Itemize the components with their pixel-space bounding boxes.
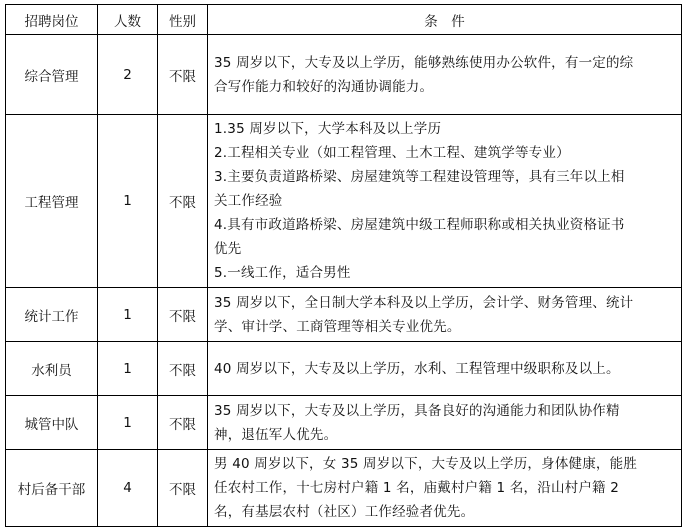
count-cell: 1 — [98, 396, 158, 450]
gender-cell: 不限 — [158, 115, 208, 288]
position-cell: 村后备干部 — [6, 450, 98, 527]
table-row — [6, 35, 682, 115]
condition-line: 35 周岁以下，大专及以上学历，具备良好的沟通能力和团队协作精 — [214, 402, 620, 419]
position-cell: 统计工作 — [6, 288, 98, 342]
condition-line: 4.具有市政道路桥梁、房屋建筑中级工程师职称或相关执业资格证书 — [214, 217, 625, 233]
header-row — [6, 5, 682, 35]
gender-cell: 不限 — [158, 35, 208, 115]
condition-line: 名，有基层农村（社区）工作经验者优先。 — [214, 504, 475, 520]
conditions-cell — [208, 35, 682, 115]
gender-cell: 不限 — [158, 342, 208, 396]
table-row — [6, 115, 682, 288]
header-count: 人数 — [98, 5, 158, 35]
conditions-cell — [208, 396, 682, 450]
conditions-cell — [208, 342, 682, 396]
condition-line: 任农村工作，十七房村户籍 1 名，庙戴村户籍 1 名，沿山村户籍 2 — [214, 480, 620, 496]
position-cell: 工程管理 — [6, 115, 98, 288]
condition-line: 40 周岁以下，大专及以上学历，水利、工程管理中级职称及以上。 — [214, 360, 620, 377]
header-position: 招聘岗位 — [6, 5, 98, 35]
count-cell: 1 — [98, 288, 158, 342]
header-gender: 性别 — [158, 5, 208, 35]
table-row — [6, 396, 682, 450]
gender-cell: 不限 — [158, 450, 208, 527]
condition-line: 5.一线工作，适合男性 — [214, 265, 351, 281]
table-row — [6, 288, 682, 342]
conditions-cell — [208, 115, 682, 288]
gender-cell: 不限 — [158, 288, 208, 342]
condition-line: 2.工程相关专业（如工程管理、土木工程、建筑学等专业） — [214, 145, 570, 161]
condition-line: 35 周岁以下，大专及以上学历，能够熟练使用办公软件，有一定的综 — [214, 54, 634, 71]
count-cell: 1 — [98, 342, 158, 396]
gender-cell: 不限 — [158, 396, 208, 450]
condition-line: 优先 — [214, 241, 242, 257]
conditions-cell — [208, 288, 682, 342]
position-cell: 城管中队 — [6, 396, 98, 450]
count-cell: 4 — [98, 450, 158, 527]
condition-line: 男 40 周岁以下，女 35 周岁以下，大专及以上学历，身体健康，能胜 — [214, 456, 638, 472]
condition-line: 神，退伍军人优先。 — [214, 426, 338, 443]
recruitment-table — [5, 4, 682, 527]
condition-line: 学、审计学、工商管理等相关专业优先。 — [214, 318, 461, 335]
condition-line: 1.35 周岁以下，大学本科及以上学历 — [214, 121, 442, 137]
condition-line: 35 周岁以下，全日制大学本科及以上学历，会计学、财务管理、统计 — [214, 294, 634, 311]
count-cell: 2 — [98, 35, 158, 115]
condition-line: 合写作能力和较好的沟通协调能力。 — [214, 78, 434, 95]
condition-line: 关工作经验 — [214, 193, 283, 209]
table-row — [6, 450, 682, 527]
conditions-cell — [208, 450, 682, 527]
condition-line: 3.主要负责道路桥梁、房屋建筑等工程建设管理等，具有三年以上相 — [214, 169, 625, 185]
count-cell: 1 — [98, 115, 158, 288]
position-cell: 综合管理 — [6, 35, 98, 115]
position-cell: 水利员 — [6, 342, 98, 396]
header-conditions: 条 件 — [208, 5, 682, 35]
table-row — [6, 342, 682, 396]
